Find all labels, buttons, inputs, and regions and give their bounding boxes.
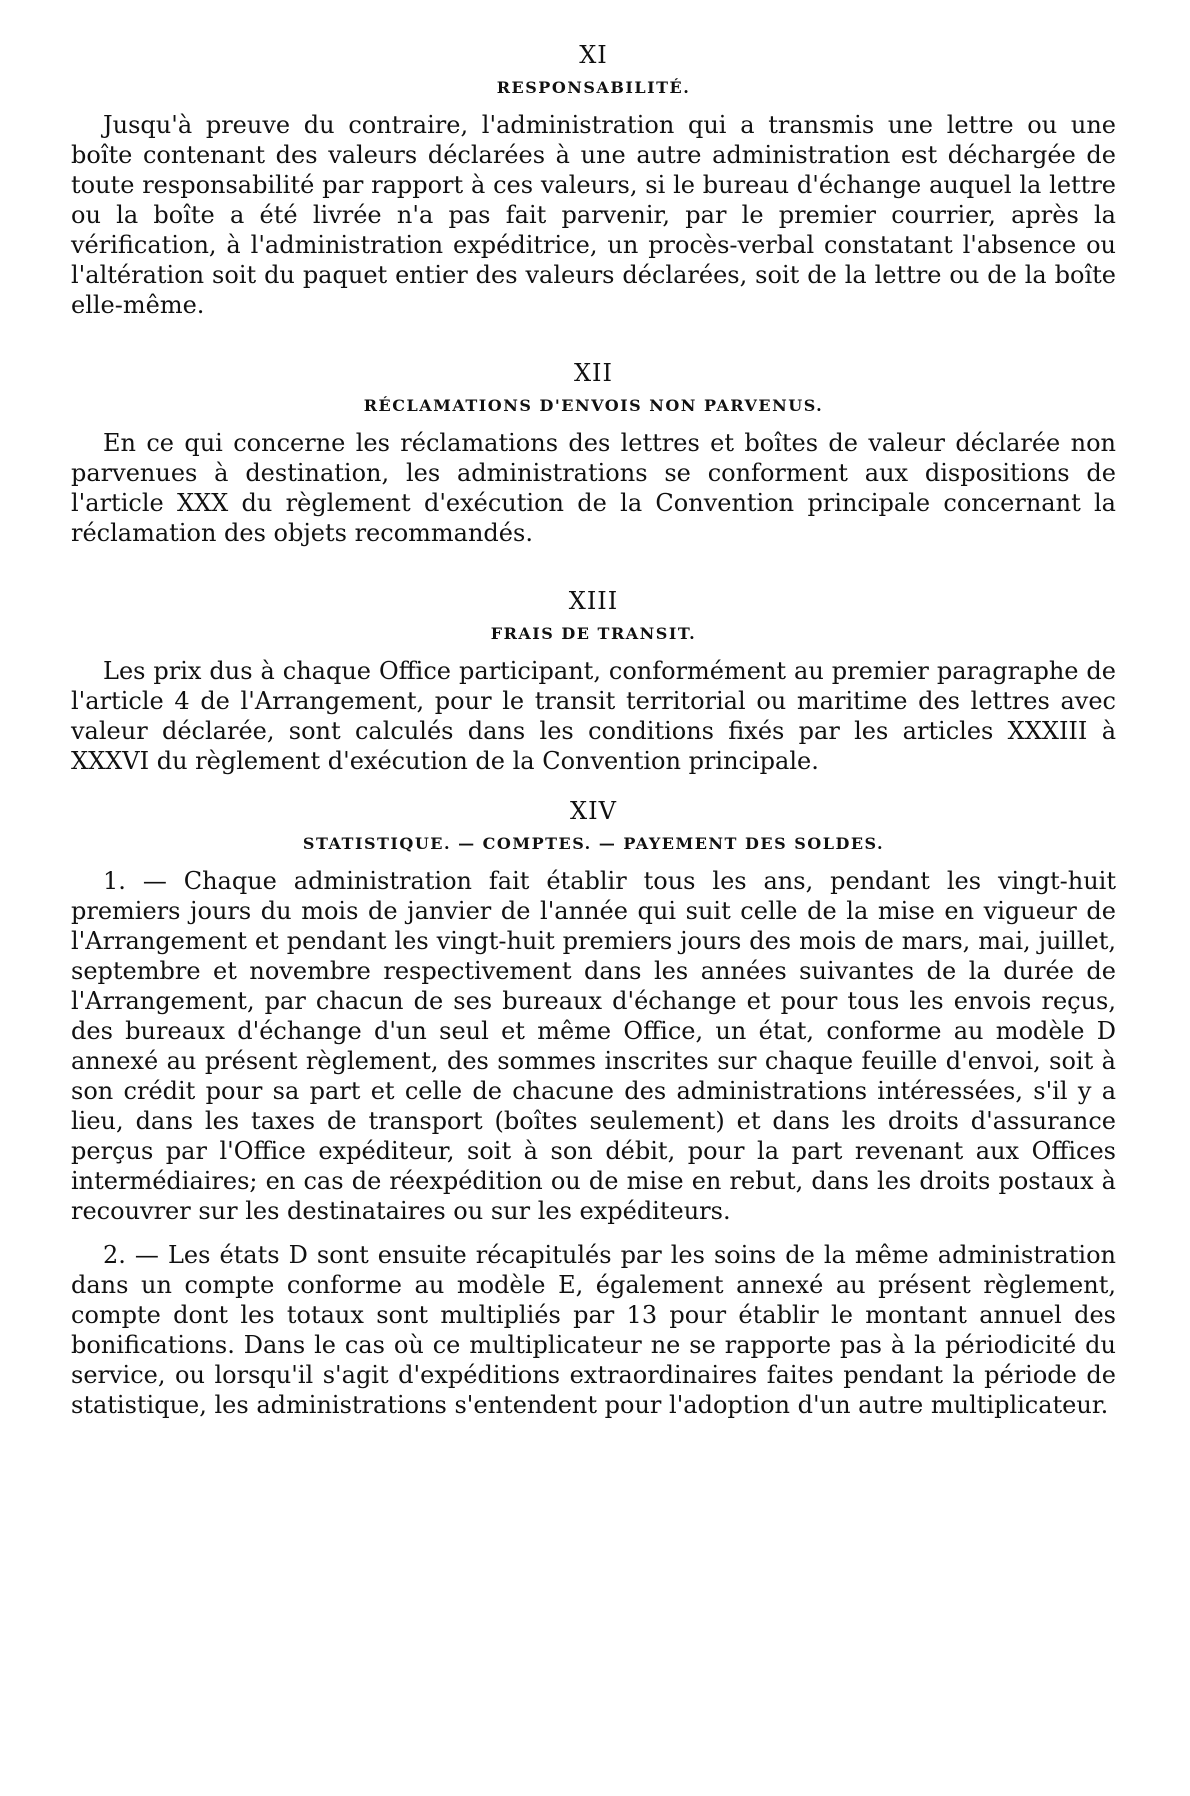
paragraph: Les prix dus à chaque Office participant, conformément au premier paragraphe de l'article 4 de l'Arrangement, pour le transit territorial ou maritime des lettres avec valeur déclarée, sont calculés dans les conditions fixés par les articles XXXIII à XXXVI du règlement d'exécution de la Convention principale.	[71, 657, 1116, 775]
section-xi	[71, 40, 1116, 320]
paragraph-2: 2. — Les états D sont ensuite récapitulés par les soins de la même administration dans un compte conforme au modèle E, également annexé au présent règlement, compte dont les totaux sont multipliés par 13 pour établir le montant annuel des bonifications. Dans le cas où ce multiplicateur ne se rapporte pas à la périodicité du service, ou lorsqu'il s'agit d'expéditions extraordinaires faites pendant la période de statistique, les administrations s'entendent pour l'adoption d'un autre multiplicateur.	[71, 1241, 1116, 1419]
section-title: RÉCLAMATIONS D'ENVOIS NON PARVENUS.	[363, 396, 824, 415]
section-title: STATISTIQUE. — COMPTES. — PAYEMENT DES SOLDES.	[302, 834, 885, 853]
section-xiii	[71, 586, 1116, 776]
paragraph: Jusqu'à preuve du contraire, l'administration qui a transmis une lettre ou une boîte contenant des valeurs déclarées à une autre administration est déchargée de toute responsabilité par rapport à ces valeurs, si le bureau d'échange auquel la lettre ou la boîte a été livrée n'a pas fait parvenir, par le premier courrier, après la vérification, à l'administration expéditrice, un procès-verbal constatant l'absence ou l'altération soit du paquet entier des valeurs déclarées, soit de la lettre ou de la boîte elle-même.	[71, 111, 1116, 319]
section-number: XIII	[568, 587, 619, 615]
paragraph: En ce qui concerne les réclamations des lettres et boîtes de valeur déclarée non parvenues à destination, les administrations se conforment aux dispositions de l'article XXX du règlement d'exécution de la Convention principale concernant la réclamation des objets recommandés.	[71, 429, 1116, 547]
section-number: XII	[573, 359, 614, 387]
document-page	[71, 40, 1116, 1450]
section-xiv	[71, 796, 1116, 1420]
paragraph-1: 1. — Chaque administration fait établir tous les ans, pendant les vingt-huit premiers jours du mois de janvier de l'année qui suit celle de la mise en vigueur de l'Arrangement et pendant les vingt-huit premiers jours des mois de mars, mai, juillet, septembre et novembre respectivement dans les années suivantes de la durée de l'Arrangement, par chacun de ses bureaux d'échange et pour tous les envois reçus, des bureaux d'échange d'un seul et même Office, un état, conforme au modèle D annexé au présent règlement, des sommes inscrites sur chaque feuille d'envoi, soit à son crédit pour sa part et celle de chacune des administrations intéressées, s'il y a lieu, dans les taxes de transport (boîtes seulement) et dans les droits d'assurance perçus par l'Office expéditeur, soit à son débit, pour la part revenant aux Offices intermédiaires; en cas de réexpédition ou de mise en rebut, dans les droits postaux à recouvrer sur les destinataires ou sur les expéditeurs.	[71, 867, 1116, 1225]
section-title: RESPONSABILITÉ.	[496, 78, 691, 97]
section-number: XI	[579, 41, 608, 69]
section-xii	[71, 358, 1116, 548]
section-title: FRAIS DE TRANSIT.	[490, 624, 697, 643]
section-number: XIV	[570, 797, 617, 825]
